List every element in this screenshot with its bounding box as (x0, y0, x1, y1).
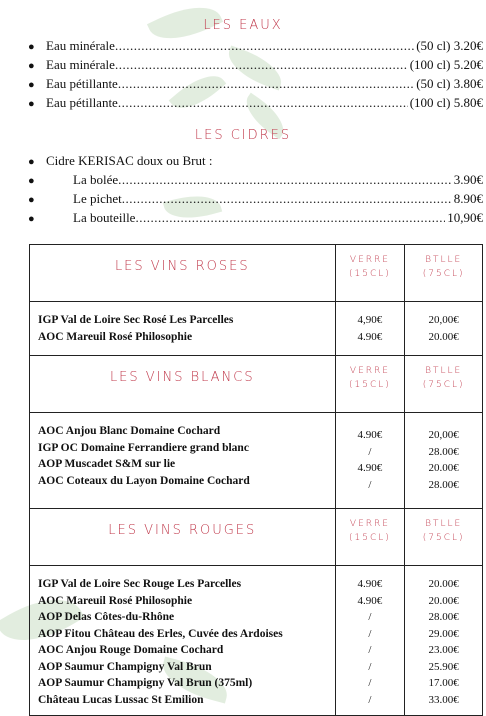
bullet-icon: ● (28, 156, 35, 168)
wine-table (29, 244, 483, 716)
rouges-verre-prices: 4.90€ 4.90€ / / / / / / (335, 566, 405, 716)
list-item: AOC Mareuil Rosé Philosophie (38, 330, 193, 343)
blancs-wine-list (30, 413, 336, 509)
blancs-verre-prices: 4.90€ / 4.90€ / (335, 413, 405, 509)
blancs-btlle-prices: 20,00€ 28.00€ 20.00€ 28.00€ (405, 413, 483, 509)
bullet-icon: ● (28, 213, 35, 225)
rouges-wine-list (30, 566, 336, 716)
list-item: AOC Anjou Blanc Domaine Cochard (38, 425, 221, 437)
roses-wine-list (30, 302, 336, 356)
list-item: ● La bolée ..... 3.90€ (28, 172, 483, 191)
list-item: ● Cidre KERISAC doux ou Brut : (28, 153, 213, 168)
roses-title: LES VINS ROSES (30, 245, 336, 302)
roses-btlle-prices: 20,00€ 20.00€ (405, 302, 483, 356)
btlle-header: BTLLE (75CL) (405, 509, 483, 566)
list-item: Château Lucas Lussac St Emilion (38, 693, 204, 706)
list-item: AOP Muscadet S&M sur lie (38, 458, 176, 470)
bullet-icon: ● (28, 79, 35, 91)
bullet-icon: ● (28, 175, 35, 187)
cidres-list (28, 153, 483, 229)
list-item: IGP Val de Loire Sec Rouge Les Parcelles (38, 578, 242, 590)
list-item: AOP Delas Côtes-du-Rhône (38, 611, 175, 623)
btlle-header: BTLLE (75CL) (405, 356, 483, 413)
list-item: IGP OC Domaine Ferrandiere grand blanc (38, 441, 249, 454)
list-item: ● Eau minérale ..... (50 cl) 3.20€ (28, 38, 483, 57)
eaux-title: LES EAUX (203, 18, 283, 33)
list-item: AOC Anjou Rouge Domaine Cochard (38, 644, 224, 656)
list-item: AOP Saumur Champigny Val Brun (375ml) (38, 677, 253, 689)
cidres-title: LES CIDRES (194, 128, 292, 143)
blancs-title: LES VINS BLANCS (30, 356, 336, 413)
bullet-icon: ● (28, 194, 35, 206)
verre-header: VERRE (15CL) (335, 509, 405, 566)
eaux-list (28, 38, 483, 114)
list-item: AOC Mareuil Rosé Philosophie (38, 594, 193, 607)
list-item: ● La bouteille ..... 10,90€ (28, 210, 483, 229)
list-item: ● Le pichet ..... 8.90€ (28, 191, 483, 210)
list-item: AOP Saumur Champigny Val Brun (38, 660, 212, 673)
list-item: IGP Val de Loire Sec Rosé Les Parcelles (38, 314, 234, 326)
list-item: ● Eau pétillante ..... (50 cl) 3.80€ (28, 76, 483, 95)
rouges-btlle-prices: 20.00€ 20.00€ 28.00€ 29.00€ 23.00€ 25.90€ 17.00€ 33.00€ (405, 566, 483, 716)
verre-header: VERRE (15CL) (335, 245, 405, 302)
list-item: AOC Coteaux du Layon Domaine Cochard (38, 474, 250, 487)
btlle-header: BTLLE (75CL) (405, 245, 483, 302)
list-item: AOP Fitou Château des Erles, Cuvée des Ardoises (38, 627, 283, 640)
bullet-icon: ● (28, 41, 35, 53)
bullet-icon: ● (28, 60, 35, 72)
list-item: ● Eau minérale ..... (100 cl) 5.20€ (28, 57, 483, 76)
list-item: ● Eau pétillante ..... (100 cl) 5.80€ (28, 95, 483, 114)
rouges-title: LES VINS ROUGES (30, 509, 336, 566)
verre-header: VERRE (15CL) (335, 356, 405, 413)
roses-verre-prices: 4,90€ 4.90€ (335, 302, 405, 356)
bullet-icon: ● (28, 98, 35, 110)
